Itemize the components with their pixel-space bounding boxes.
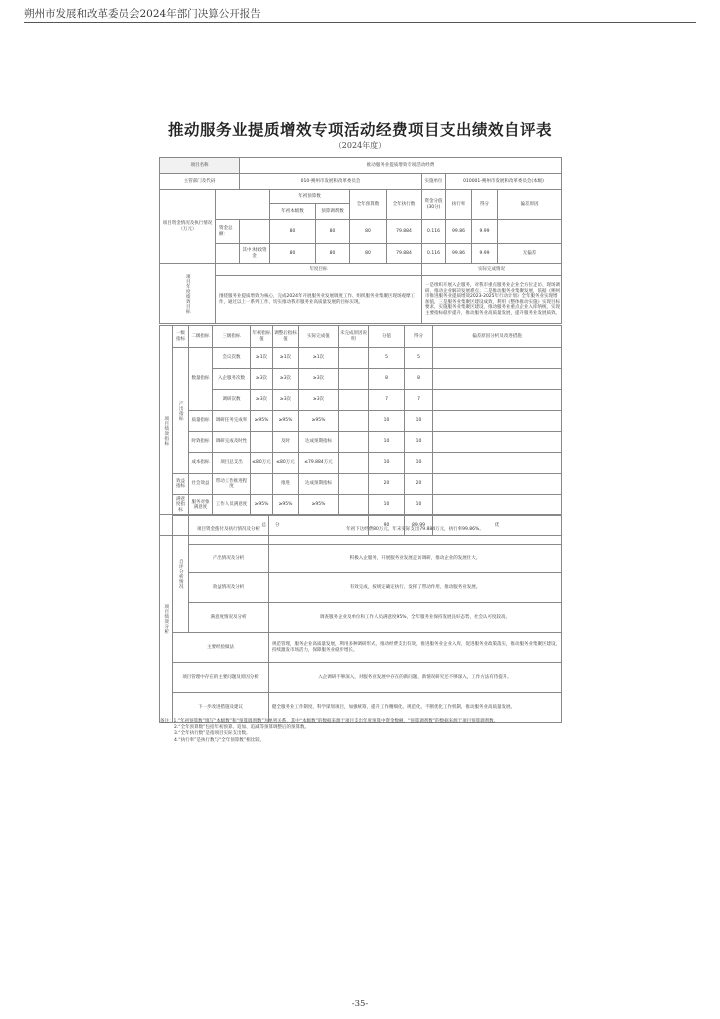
funds-cell: 80	[270, 220, 316, 244]
col-score: 得分	[405, 326, 433, 348]
total-label: 总 分	[173, 516, 369, 536]
level2-social: 社会效益	[189, 474, 213, 495]
budget-header: 年初预算数	[270, 190, 350, 204]
funds-cell: 9.99	[472, 220, 498, 244]
level2-quantity: 数量指标	[189, 348, 213, 411]
mgmt-label: 主要经验做法	[173, 633, 269, 663]
level1-output: 产出指标	[173, 348, 189, 474]
indicator-name: 工作人员满意度	[213, 495, 251, 516]
result-text: 一是组织开展入企服务，对我市重点服务业企业全方位走访、现场调研，推动企业解决发展难点；二是推动服务业集聚发展，依据《朔州市推进服务业提质增效2023-2025年行动计划》全年服务业实现增加值，三是服务业集聚区建设成效，利用《整体推动实施》实现目标要求，实施服务业集聚区建设，推动服务业重点企业入库纳统，实现主要指标稳步提升，推动服务业高质量发展，提升服务业发展质效。	[422, 276, 562, 324]
running-header: 朔州市发展和改革委员会2024年部门决算公开报告	[24, 8, 261, 20]
analysis-row-label: 项目绩效分析	[160, 515, 173, 723]
indicator-reason	[433, 348, 562, 369]
indicator-score: 5	[405, 348, 433, 369]
indicators-table	[159, 325, 562, 536]
total-points: 90	[369, 516, 405, 536]
header-rule	[24, 22, 696, 23]
indicator-missing	[339, 390, 369, 411]
indicator-missing	[339, 369, 369, 390]
indicator-target: ≤80万元	[251, 453, 273, 474]
indicator-missing	[339, 432, 369, 453]
col-rate-points: 资金分值(30分)	[422, 190, 446, 220]
analysis-item-text: 有效完成，按规定确定执行，发挥了带动作用，推动服务业发展。	[269, 573, 562, 603]
indicator-points: 8	[369, 369, 405, 390]
goal-header: 年度目标	[216, 264, 422, 276]
indicator-points: 10	[369, 495, 405, 516]
funds-cell: 99.86	[446, 220, 472, 244]
funds-blank	[216, 190, 270, 220]
indicator-actual: ≥95%	[299, 495, 339, 516]
page-number: -35-	[351, 999, 369, 1009]
indicator-missing	[339, 453, 369, 474]
indicator-reason	[433, 369, 562, 390]
col-adjusted: 预算调剂数	[316, 204, 350, 220]
indicator-reason	[433, 432, 562, 453]
funds-cell: 79.884	[387, 220, 422, 244]
col-adjusted-target: 调整后指标值	[273, 326, 299, 348]
problem-text: 入企调研不够深入，对服务业发展中存在的新问题、新情况研究还不够深入，工作方法有待提升。	[269, 663, 562, 693]
indicator-target: ≥3次	[251, 390, 273, 411]
indicator-actual: ≥3次	[299, 369, 339, 390]
indicator-target: ≥95%	[251, 495, 273, 516]
indicator-name: 调研任务完成率	[213, 411, 251, 432]
indicator-reason	[433, 474, 562, 495]
indicator-name: 入企服务次数	[213, 369, 251, 390]
mgmt-text: 规范管理，服务企业高质量发展，利用多种调研形式，推动经费支出有效，推进服务业企业入库，促进服务业政策落实，推动服务业集聚区建设，持续激发市场活力，保障服务业稳步增长。	[269, 633, 562, 663]
funds-cell: 无偏差	[498, 244, 562, 264]
indicator-name: 会议次数	[213, 348, 251, 369]
indicator-score: 7	[405, 390, 433, 411]
col-points: 分值	[369, 326, 405, 348]
notes	[160, 719, 560, 744]
col-target: 年初指标值	[251, 326, 273, 348]
indicator-score: 10	[405, 453, 433, 474]
analysis-item-label: 项目资金拨付及执行情况及分析	[189, 515, 269, 545]
col-actual: 实际完成值	[299, 326, 339, 348]
indicator-target: ≥95%	[251, 411, 273, 432]
indicator-missing	[339, 348, 369, 369]
indicators-row-label: 项目绩效指标	[160, 326, 173, 536]
indicator-reason	[433, 453, 562, 474]
indicator-adjusted: ≥1次	[273, 348, 299, 369]
indicator-adjusted: ≥3次	[273, 369, 299, 390]
indicator-score: 10	[405, 495, 433, 516]
indicator-actual: ≥3次	[299, 390, 339, 411]
funds-cell: 80	[350, 220, 387, 244]
indicator-adjusted: ≥3次	[273, 390, 299, 411]
indicator-points: 10	[369, 411, 405, 432]
note-line: 4.“执行率”是执行数与“全年预算数”相比较。	[174, 737, 265, 743]
indicator-score: 10	[405, 432, 433, 453]
level2-service: 服务对象满意度	[189, 495, 213, 516]
funds-cell: 80	[350, 244, 387, 264]
indicator-adjusted: 推进	[273, 474, 299, 495]
funds-cell: 79.884	[387, 244, 422, 264]
col-exec: 全年执行数	[387, 190, 422, 220]
indicator-adjusted: ≥95%	[273, 495, 299, 516]
result-header: 实际完成情况	[422, 264, 562, 276]
col-full-budget: 全年预算数	[350, 190, 387, 220]
funds-row-sub	[240, 220, 270, 244]
indicator-actual: ≥1次	[299, 348, 339, 369]
analysis-item-label: 产出情况及分析	[189, 545, 269, 573]
indicator-points: 5	[369, 348, 405, 369]
indicator-name: 带动工作推进程度	[213, 474, 251, 495]
indicator-name: 调研完成及时性	[213, 432, 251, 453]
next-steps-label: 下一步改进措施及建议	[173, 693, 269, 723]
funds-cell: 80	[270, 244, 316, 264]
funds-cell: 0.116	[422, 220, 446, 244]
funds-row-label-sub	[216, 244, 240, 264]
analysis-inner-label: 自评分析情况	[173, 515, 189, 633]
indicator-score: 10	[405, 411, 433, 432]
indicator-missing	[339, 474, 369, 495]
total-grade: 优	[433, 516, 562, 536]
indicator-reason	[433, 495, 562, 516]
dept-label: 主管部门及代码	[160, 174, 240, 190]
level2-cost: 成本指标	[189, 453, 213, 474]
indicator-reason	[433, 411, 562, 432]
funds-row-label-total: 资金总额：	[216, 220, 240, 244]
unit-label: 实施单位	[422, 174, 446, 190]
analysis-item-label: 效益情况及分析	[189, 573, 269, 603]
indicator-score: 8	[405, 369, 433, 390]
level1-effect: 效益指标	[173, 474, 189, 495]
funds-cell: 99.86	[446, 244, 472, 264]
indicator-points: 10	[369, 453, 405, 474]
funds-row-sub: 其中:财政资金	[240, 244, 270, 264]
col-missing-reason: 未完成原因说明	[339, 326, 369, 348]
indicator-target: ≥1次	[251, 348, 273, 369]
info-table	[159, 157, 562, 324]
funds-cell: 80	[316, 220, 350, 244]
col-level3: 三级指标	[213, 326, 251, 348]
col-score: 得分	[472, 190, 498, 220]
indicator-target	[251, 432, 273, 453]
page-subtitle: （2024年度）	[333, 141, 387, 150]
funds-cell: 9.99	[472, 244, 498, 264]
total-score: 89.99	[405, 516, 433, 536]
indicator-target: ≥3次	[251, 369, 273, 390]
analysis-table	[159, 514, 562, 723]
goal-text: 围绕服务业提质增效为核心，完成2024年开展服务业发展调度工作、组织服务业集聚区现场观摩工作，通过以上一系列工作，切实推动我市服务业高质量发展的目标实现。	[216, 276, 422, 324]
level2-timeliness: 时效指标	[189, 432, 213, 453]
indicator-missing	[339, 495, 369, 516]
indicator-actual: ≥95%	[299, 411, 339, 432]
indicator-adjusted: 及时	[273, 432, 299, 453]
indicator-actual: 达成预期指标	[299, 474, 339, 495]
problem-label: 项目管理中存在的主要问题及原因分析	[173, 663, 269, 693]
indicator-score: 20	[405, 474, 433, 495]
analysis-item-label: 满意度情况及分析	[189, 603, 269, 633]
indicator-adjusted: ≤80万元	[273, 453, 299, 474]
page-title: 推动服务业提质增效专项活动经费项目支出绩效自评表	[167, 120, 552, 139]
note-line: 3.“全年执行数”是指项目实际支出数。	[174, 731, 251, 737]
project-name-label: 项目名称	[160, 158, 240, 174]
level2-quality: 质量指标	[189, 411, 213, 432]
next-steps-text: 健全服务业工作制度，科学谋划项目，加强统筹，提升工作精细化、规范化，不断优化工作机制，推动服务业高质量发展。	[269, 693, 562, 723]
funds-cell: 80	[316, 244, 350, 264]
indicator-actual: 达成预期指标	[299, 432, 339, 453]
col-reason: 偏差原因	[498, 190, 562, 220]
col-level2: 二级指标	[189, 326, 213, 348]
indicator-points: 20	[369, 474, 405, 495]
note-line: 备注：1.“年初预算数”填写“本级数”和“预算调剂数”为单列关系，其中“本级数”的数据来源于项目支出年度预算中资金数额，“预算调剂数”的数据来源于项目预算调剂数。	[160, 719, 499, 724]
indicator-actual: ≤79.884万元	[299, 453, 339, 474]
funds-row-label: 项目资金情况及执行情况（万元）	[160, 190, 216, 264]
indicator-name: 项目总支出	[213, 453, 251, 474]
funds-cell	[498, 220, 562, 244]
indicator-points: 10	[369, 432, 405, 453]
col-approved: 年初本级数	[270, 204, 316, 220]
col-level1: 一级指标	[173, 326, 189, 348]
goals-row-label: 项目年度绩效目标	[160, 264, 216, 324]
indicator-name: 调研次数	[213, 390, 251, 411]
indicator-missing	[339, 411, 369, 432]
funds-cell: 0.116	[422, 244, 446, 264]
col-deviation: 偏差原因分析及改进措施	[433, 326, 562, 348]
project-name: 推动服务业提质增效专项活动经费	[240, 158, 562, 174]
note-line: 2.“全年预算数”包括年初预算、追加、追减等预算调整后的预算数。	[174, 725, 309, 731]
level1-satisfaction: 满意度指标	[173, 495, 189, 516]
analysis-item-text: 积极入企服务，开展服务业发展走访调研，推动企业的发展壮大。	[269, 545, 562, 573]
indicator-reason	[433, 390, 562, 411]
indicator-points: 7	[369, 390, 405, 411]
col-rate: 执行率	[446, 190, 472, 220]
indicator-adjusted: ≥95%	[273, 411, 299, 432]
analysis-item-text: 调查服务企业及单位和工作人员满意度95%，全年服务业保持发展良好态势，社会认可度较高。	[269, 603, 562, 633]
indicator-target	[251, 474, 273, 495]
analysis-item-text: 年初下达经费80万元，年末实际支出79.884万元，执行率99.86%。	[269, 515, 562, 545]
dept-value: 010-朔州市发展和改革委员会	[240, 174, 422, 190]
unit-value: 010001-朔州市发展和改革委员会(本级)	[446, 174, 562, 190]
